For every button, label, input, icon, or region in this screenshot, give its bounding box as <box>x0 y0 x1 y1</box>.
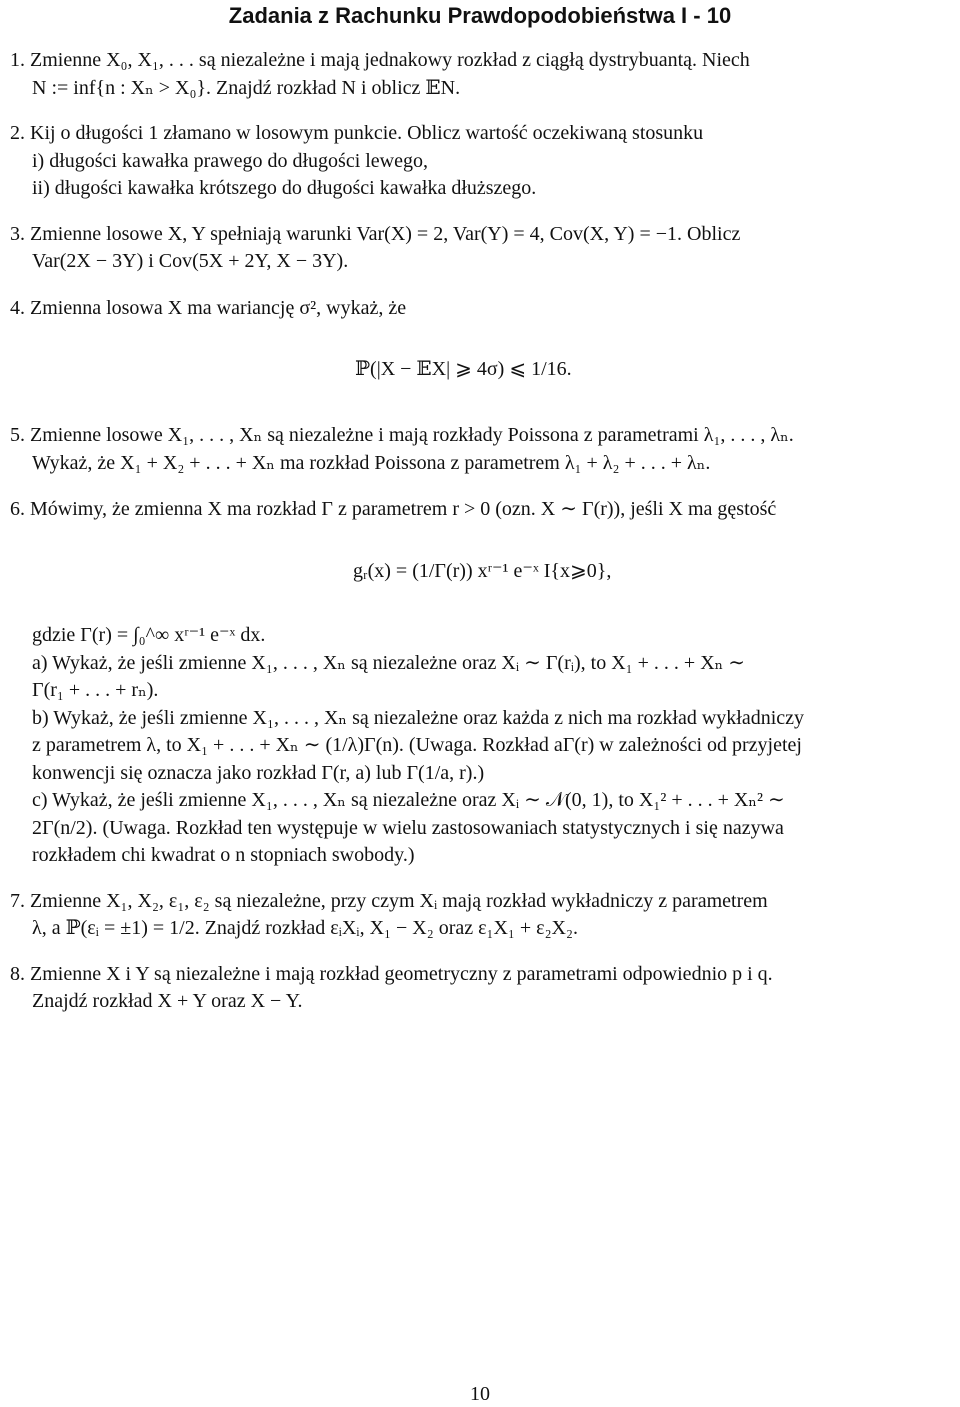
problem-3-line-2: Var(2X − 3Y) i Cov(5X + 2Y, X − 3Y). <box>32 250 349 272</box>
problem-2-line-3: ii) długości kawałka krótszego do długości kawałka dłuższego. <box>32 177 537 199</box>
problem-4-display-formula: ℙ(|X − 𝔼X| ⩾ 4σ) ⩽ 1/16. <box>355 358 572 380</box>
problem-6-line-2: gdzie Γ(r) = ∫₀^∞ xʳ⁻¹ e⁻ˣ dx. <box>32 624 266 646</box>
page-number: 10 <box>470 1383 490 1405</box>
problem-7-line-1: 7. Zmienne X₁, X₂, ε₁, ε₂ są niezależne, przy czym Xᵢ mają rozkład wykładniczy z parametrem <box>10 890 768 912</box>
problem-6a-line-2: Γ(r₁ + . . . + rₙ). <box>32 679 159 701</box>
problem-6b-line-3: konwencji się oznacza jako rozkład Γ(r, a) lub Γ(1/a, r).) <box>32 762 485 784</box>
problem-6c-line-3: rozkładem chi kwadrat o n stopniach swobody.) <box>32 844 415 866</box>
problem-6b-line-2: z parametrem λ, to X₁ + . . . + Xₙ ∼ (1/λ)Γ(n). (Uwaga. Rozkład aΓ(r) w zależności od przyjetej <box>32 734 802 756</box>
problem-6-line-1: 6. Mówimy, że zmienna X ma rozkład Γ z parametrem r > 0 (ozn. X ∼ Γ(r)), jeśli X ma gęstość <box>10 498 777 520</box>
problem-6c-line-1: c) Wykaż, że jeśli zmienne X₁, . . . , Xₙ są niezależne oraz Xᵢ ∼ 𝒩(0, 1), to X₁² + . . . + Xₙ² ∼ <box>32 789 785 811</box>
problem-7-line-2: λ, a ℙ(εᵢ = ±1) = 1/2. Znajdź rozkład εᵢXᵢ, X₁ − X₂ oraz ε₁X₁ + ε₂X₂. <box>32 917 578 939</box>
problem-2-line-2: i) długości kawałka prawego do długości lewego, <box>32 150 429 172</box>
problem-5-line-2: Wykaż, że X₁ + X₂ + . . . + Xₙ ma rozkład Poissona z parametrem λ₁ + λ₂ + . . . + λₙ. <box>32 452 711 474</box>
problem-1-line-1: 1. Zmienne X₀, X₁, . . . są niezależne i mają jednakowy rozkład z ciągłą dystrybuantą. Niech <box>10 49 750 71</box>
problem-8-line-1: 8. Zmienne X i Y są niezależne i mają rozkład geometryczny z parametrami odpowiednio p i q. <box>10 963 773 985</box>
problem-5-line-1: 5. Zmienne losowe X₁, . . . , Xₙ są niezależne i mają rozkłady Poissona z parametrami λ₁, . . . , λₙ. <box>10 424 794 446</box>
problem-1-line-2: N := inf{n : Xₙ > X₀}. Znajdź rozkład N i oblicz 𝔼N. <box>32 77 461 99</box>
problem-6c-line-2: 2Γ(n/2). (Uwaga. Rozkład ten występuje w wielu zastosowaniach statystycznych i się nazywa <box>32 817 784 839</box>
problem-6-display-formula: gᵣ(x) = (1/Γ(r)) xʳ⁻¹ e⁻ˣ I{x⩾0}, <box>353 560 612 582</box>
problem-4-line-1: 4. Zmienna losowa X ma wariancję σ², wykaż, że <box>10 297 407 319</box>
problem-6b-line-1: b) Wykaż, że jeśli zmienne X₁, . . . , Xₙ są niezależne oraz każda z nich ma rozkład wykładniczy <box>32 707 805 729</box>
problem-2-line-1: 2. Kij o długości 1 złamano w losowym punkcie. Oblicz wartość oczekiwaną stosunku <box>10 122 704 144</box>
document-title: Zadania z Rachunku Prawdopodobieństwa I - 10 <box>228 3 732 28</box>
problem-8-line-2: Znajdź rozkład X + Y oraz X − Y. <box>32 990 303 1012</box>
problem-6a-line-1: a) Wykaż, że jeśli zmienne X₁, . . . , Xₙ są niezależne oraz Xᵢ ∼ Γ(rᵢ), to X₁ + . . . + Xₙ ∼ <box>32 652 746 674</box>
problem-3-line-1: 3. Zmienne losowe X, Y spełniają warunki Var(X) = 2, Var(Y) = 4, Cov(X, Y) = −1. Oblicz <box>10 223 741 245</box>
